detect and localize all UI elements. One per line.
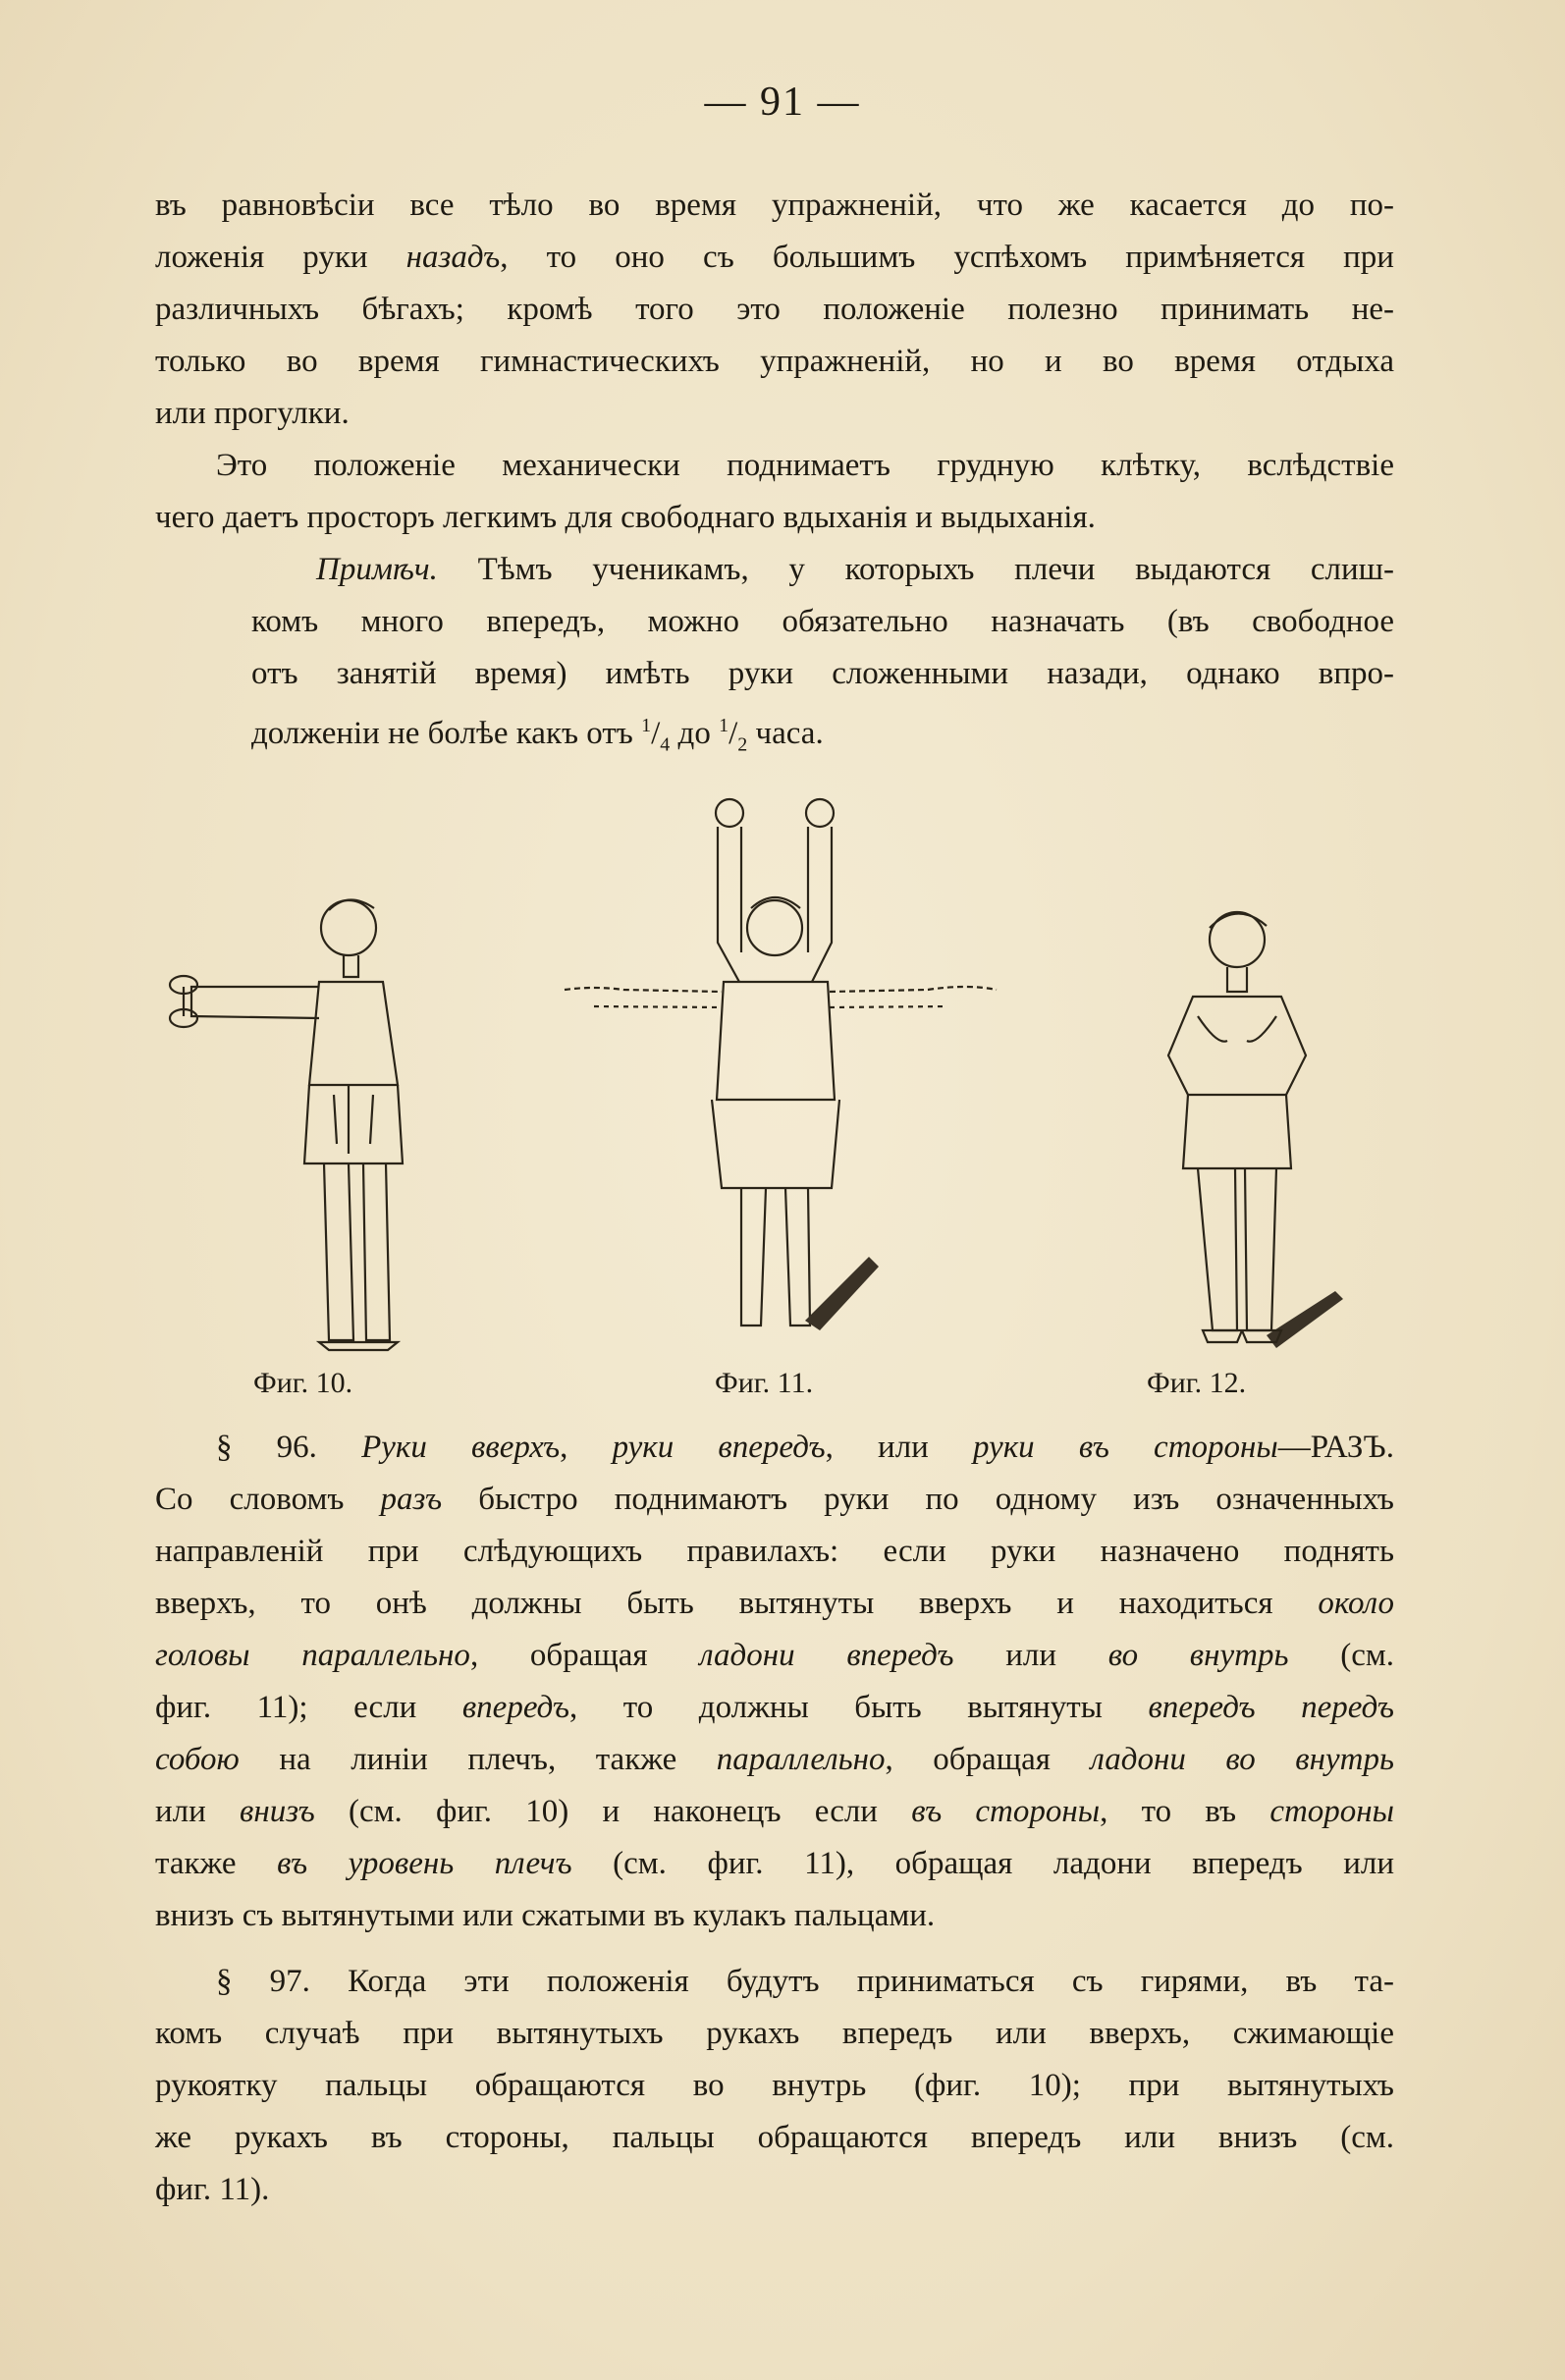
page-number: — 91 — — [704, 80, 861, 125]
italic-term: параллельно — [716, 1742, 886, 1777]
figure-hands-at-chest-icon — [1139, 898, 1375, 1360]
italic-term: Руки вверхъ — [361, 1430, 561, 1465]
italic-term: ладони впередъ — [699, 1638, 954, 1673]
text-line: § 96. Руки вверхъ, руки впередъ, или руки въ стороны—РАЗЪ. — [216, 1430, 1394, 1465]
italic-term: головы параллельно — [155, 1638, 470, 1673]
italic-term: собою — [155, 1742, 240, 1777]
section-97 — [155, 1956, 1394, 2216]
italic-term: стороны — [1269, 1794, 1395, 1829]
text-line: фиг. 11); если впередъ, то должны быть вытянуты впередъ передъ — [155, 1690, 1394, 1725]
text-line: также въ уровень плечъ (см. фиг. 11), обращая ладони впередъ или — [155, 1846, 1394, 1881]
italic-term: впередъ — [461, 1690, 570, 1725]
text-line: только во время гимнастическихъ упражненій, но и во время отдыха — [155, 344, 1394, 379]
text-line: вверхъ, то онѣ должны быть вытянуты вверхъ и находиться около — [155, 1586, 1394, 1621]
paragraph-continuation — [155, 180, 1394, 440]
figure-arms-forward-icon — [162, 889, 427, 1360]
text-line: Примѣч. Тѣмъ ученикамъ, у которыхъ плечи выдаются слиш- — [316, 552, 1394, 587]
italic-term: разъ — [380, 1482, 443, 1517]
section-96 — [155, 1422, 1394, 1942]
text-line: направленій при слѣдующихъ правилахъ: если руки назначено поднять — [155, 1534, 1394, 1569]
text-line: § 97. Когда эти положенія будутъ приниматься съ гирями, въ та- — [216, 1964, 1394, 1999]
italic-term: въ стороны — [911, 1794, 1101, 1829]
italic-term: руки въ стороны — [973, 1430, 1278, 1465]
italic-term: во внутрь — [1107, 1638, 1289, 1673]
italic-term: внизъ — [240, 1794, 315, 1829]
note-label: Примѣч. — [316, 552, 438, 587]
text-line: собою на линіи плечъ, также параллельно, обращая ладони во внутрь — [155, 1742, 1394, 1777]
text-line: фиг. 11). — [155, 2172, 270, 2207]
text-line: внизъ съ вытянутыми или сжатыми въ кулакъ пальцами. — [155, 1898, 936, 1933]
italic-term: въ уровень плечъ — [277, 1846, 572, 1881]
text-line: ложенія руки назадъ, то оно съ большимъ успѣхомъ примѣняется при — [155, 240, 1394, 275]
text-line: чего даетъ просторъ легкимъ для свободнаго вдыханія и выдыханія. — [155, 500, 1096, 535]
figure-caption: Фиг. 11. — [715, 1367, 814, 1399]
text-line: комъ случаѣ при вытянутыхъ рукахъ впередъ или вверхъ, сжимающіе — [155, 2016, 1394, 2051]
text-line: головы параллельно, обращая ладони впередъ или во внутрь (см. — [155, 1638, 1394, 1673]
text-line: или прогулки. — [155, 396, 350, 431]
text-line: отъ занятій время) имѣть руки сложенными назади, однако впро- — [251, 656, 1394, 691]
text-line: въ равновѣсіи все тѣло во время упражненій, что же касается до по- — [155, 188, 1394, 223]
footnote-remark — [251, 544, 1394, 756]
text-line: Со словомъ разъ быстро поднимаютъ руки по одному изъ означенныхъ — [155, 1482, 1394, 1517]
italic-term: ладони во внутрь — [1090, 1742, 1394, 1777]
figure-arms-up-icon — [555, 785, 1006, 1345]
text-line: или внизъ (см. фиг. 10) и наконецъ если въ стороны, то въ стороны — [155, 1794, 1395, 1829]
text-line: же рукахъ въ стороны, пальцы обращаются впередъ или внизъ (см. — [155, 2120, 1394, 2155]
text-line: рукоятку пальцы обращаются во внутрь (фиг. 10); при вытянутыхъ — [155, 2068, 1394, 2103]
text-line: различныхъ бѣгахъ; кромѣ того это положеніе полезно принимать не- — [155, 292, 1394, 327]
italic-term: около — [1318, 1586, 1394, 1621]
italic-term: руки впередъ — [612, 1430, 826, 1465]
figure-caption: Фиг. 12. — [1147, 1367, 1247, 1399]
paragraph-chest — [155, 440, 1394, 544]
italic-term: впередъ передъ — [1148, 1690, 1394, 1725]
text-line: долженіи не болѣе какъ отъ $^1/_4$ до $^1/_2$ часа. — [251, 715, 824, 756]
text-line: Это положеніе механически поднимаетъ грудную клѣтку, вслѣдствіе — [216, 448, 1394, 483]
text-line: комъ много впередъ, можно обязательно назначать (въ свободное — [251, 604, 1394, 639]
figure-caption: Фиг. 10. — [253, 1367, 353, 1399]
italic-term: назадъ — [405, 240, 501, 275]
